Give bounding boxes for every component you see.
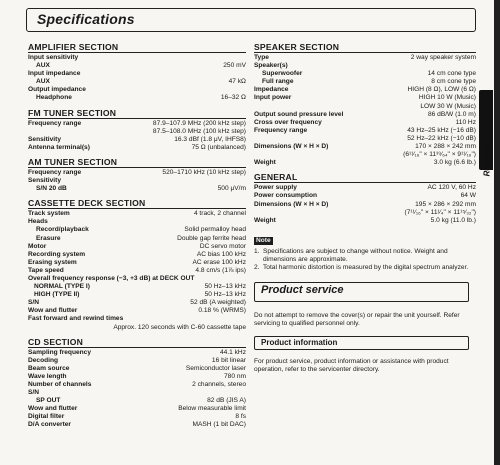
spec-value-line: HIGH (8 Ω), LOW (6 Ω) xyxy=(407,86,476,94)
spec-label: HIGH (TYPE II) xyxy=(34,291,80,299)
product-service-text: Do not attempt to remove the cover(s) or repair the unit yourself. Refer servicing to qualified personnel only. xyxy=(254,312,460,328)
spec-value: 250 mV xyxy=(223,62,246,70)
spec-value xyxy=(434,159,476,167)
spec-label: Speaker(s) xyxy=(254,62,288,70)
spec-label: Sensitivity xyxy=(28,177,61,185)
spec-row xyxy=(28,243,246,251)
spec-label: S/N xyxy=(28,389,39,397)
spec-row xyxy=(28,421,246,429)
spec-row xyxy=(28,54,246,62)
spec-label: Overall frequency response (−3, +3 dB) at DECK OUT xyxy=(28,274,195,282)
product-information-text: For product service, product information or assistance with product operation, refer to the servicenter directory. xyxy=(254,358,449,374)
spec-value: 87.5–108.0 MHz (100 kHz step) xyxy=(152,127,246,135)
spec-label: Input power xyxy=(254,94,292,102)
spec-row xyxy=(28,210,246,218)
spec-value xyxy=(407,127,476,143)
spec-row xyxy=(28,405,246,413)
spec-row xyxy=(28,218,246,226)
spec-label: Full range xyxy=(262,78,294,86)
spec-label: Motor xyxy=(28,242,47,250)
section-heading: CASSETTE DECK SECTION xyxy=(28,198,246,209)
spec-value: 780 nm xyxy=(224,372,246,380)
spec-label: Sensitivity xyxy=(28,135,61,143)
spec-value-line: HIGH 10 W (Music) xyxy=(418,94,476,102)
spec-label: Number of channels xyxy=(28,381,92,388)
spec-value xyxy=(456,119,476,127)
spec-value-line: 43 Hz–25 kHz (−16 dB) xyxy=(407,126,476,134)
spec-value-line: AC 120 V, 60 Hz xyxy=(427,184,476,192)
spec-label: Heads xyxy=(28,218,48,226)
title-box xyxy=(26,8,476,32)
spec-label: Antenna terminal(s) xyxy=(28,143,90,151)
spec-value-line: 8 cm cone type xyxy=(431,78,476,86)
section-heading: FM TUNER SECTION xyxy=(28,108,246,119)
spec-value-line: 5.0 kg (11.0 lb.) xyxy=(430,216,476,224)
spec-row xyxy=(28,291,246,299)
spec-row xyxy=(254,86,476,94)
spec-value: 16–32 Ω xyxy=(220,94,246,102)
spec-value-line: 3.0 kg (6.6 lb.) xyxy=(433,159,476,167)
speaker-section xyxy=(254,42,476,167)
spec-row xyxy=(28,283,246,291)
note-text: Total harmonic distortion is measured by the digital spectrum analyzer. xyxy=(263,263,469,271)
spec-value xyxy=(408,86,476,94)
spec-label: Tape speed xyxy=(28,266,64,274)
spec-value: 4 track, 2 channel xyxy=(193,210,246,218)
spec-value-line: 52 Hz–22 kHz (−10 dB) xyxy=(407,134,476,142)
spec-row xyxy=(28,251,246,259)
product-service-title: Product service xyxy=(261,284,344,297)
spec-value xyxy=(427,184,476,192)
general-section xyxy=(254,172,476,224)
section-heading: AM TUNER SECTION xyxy=(28,157,246,168)
spec-value: 520–1710 kHz (10 kHz step) xyxy=(162,168,246,176)
spec-label: Wow and flutter xyxy=(28,405,78,413)
spec-row xyxy=(28,128,246,136)
right-column xyxy=(254,42,476,374)
spec-value-line: (7¹¹⁄₁₆" × 11¹⁄₄" × 11¹⁵⁄₃₂") xyxy=(404,208,476,216)
page-edge xyxy=(494,0,500,465)
spec-row xyxy=(254,192,476,200)
spec-label: Digital filter xyxy=(28,413,65,421)
spec-row xyxy=(28,267,246,275)
spec-value xyxy=(431,78,476,86)
spec-value: Below measurable limit xyxy=(178,405,246,413)
spec-value: Double gap ferrite head xyxy=(177,234,246,242)
product-service-box xyxy=(254,282,476,302)
spec-value: 47 kΩ xyxy=(228,78,246,86)
spec-value xyxy=(428,70,476,78)
spec-row xyxy=(28,307,246,315)
spec-label: Erasing system xyxy=(28,258,77,266)
spec-row xyxy=(28,78,246,86)
spec-label: S/N xyxy=(28,299,39,307)
spec-value: 0.18 % (WRMS) xyxy=(198,307,246,315)
spec-row xyxy=(254,70,476,78)
spec-row xyxy=(28,315,246,323)
note-list xyxy=(254,248,476,272)
spec-value: DC servo motor xyxy=(199,242,246,250)
spec-label: AUX xyxy=(36,62,50,70)
spec-row xyxy=(28,120,246,128)
spec-value-line: 2 way speaker system xyxy=(410,54,476,61)
spec-row xyxy=(28,70,246,78)
spec-label: Superwoofer xyxy=(262,70,303,78)
spec-label: Decoding xyxy=(28,356,59,364)
spec-label: Input sensitivity xyxy=(28,54,79,61)
spec-value: 87.9–107.9 MHz (200 kHz step) xyxy=(152,119,246,127)
spec-value xyxy=(411,54,476,62)
reference-tab-label: Reference xyxy=(482,137,492,177)
spec-row xyxy=(28,349,246,357)
spec-label: NORMAL (TYPE I) xyxy=(34,283,90,291)
spec-label: Headphone xyxy=(36,94,72,102)
spec-row xyxy=(28,169,246,177)
spec-value-line: (6¹¹⁄₁₆" × 11³⁹⁄₆₄" × 9¹¹⁄₁₆") xyxy=(403,151,476,159)
spec-value: MASH (1 bit DAC) xyxy=(192,421,246,429)
spec-label: Wow and flutter xyxy=(28,307,78,315)
note-text: Specifications are subject to change without notice. Weight and dimensions are approximate. xyxy=(263,247,448,263)
spec-row xyxy=(28,235,246,243)
spec-row xyxy=(254,184,476,192)
spec-value-line: 195 × 286 × 292 mm xyxy=(415,200,476,208)
note-number: 2. xyxy=(254,263,260,271)
spec-label: D/A converter xyxy=(28,421,71,429)
spec-row xyxy=(28,62,246,70)
spec-value: 4.8 cm/s (1⅞ ips) xyxy=(195,266,246,274)
spec-label: Wave length xyxy=(28,372,67,380)
spec-row xyxy=(28,226,246,234)
spec-value: 44.1 kHz xyxy=(219,348,246,356)
spec-label: Record/playback xyxy=(36,226,89,234)
spec-label: Dimensions (W × H × D) xyxy=(254,200,329,208)
spec-row xyxy=(254,159,476,167)
spec-value-line: LOW 30 W (Music) xyxy=(420,102,476,110)
spec-value xyxy=(405,201,476,217)
spec-value: Semiconductor laser xyxy=(185,364,246,372)
spec-label: Power consumption xyxy=(254,192,318,200)
spec-label: Output sound pressure level xyxy=(254,110,344,118)
spec-row xyxy=(28,136,246,144)
note-item xyxy=(254,248,476,264)
spec-value: 500 μV/m xyxy=(217,185,246,193)
note-item xyxy=(254,264,476,272)
spec-label: Weight xyxy=(254,159,276,167)
spec-label: S/N 20 dB xyxy=(36,185,67,193)
spec-value xyxy=(419,94,476,110)
spec-value: AC bias 100 kHz xyxy=(196,250,246,258)
spec-value: 16 bit linear xyxy=(211,356,246,364)
product-information-box xyxy=(254,336,469,350)
section-heading: CD SECTION xyxy=(28,337,246,348)
spec-label: Sampling frequency xyxy=(28,348,92,356)
section-heading: AMPLIFIER SECTION xyxy=(28,42,246,53)
spec-label: Input impedance xyxy=(28,70,81,78)
spec-value-line: 170 × 288 × 242 mm xyxy=(415,143,476,151)
spec-label: Output impedance xyxy=(28,86,86,94)
product-information-title: Product information xyxy=(261,338,338,348)
spec-row xyxy=(254,119,476,127)
spec-value: 8 fs xyxy=(235,413,246,421)
spec-value: 50 Hz–13 kHz xyxy=(204,283,246,291)
spec-label: Erasure xyxy=(36,234,61,242)
spec-row xyxy=(28,397,246,405)
spec-label: Recording system xyxy=(28,250,86,258)
spec-row xyxy=(254,62,476,70)
spec-label: Fast forward and rewind times xyxy=(28,315,124,323)
section-heading: SPEAKER SECTION xyxy=(254,42,476,53)
spec-label: Frequency range xyxy=(28,119,82,127)
spec-label: AUX xyxy=(36,78,50,86)
spec-label: Frequency range xyxy=(28,168,82,176)
spec-value: AC erase 100 kHz xyxy=(192,258,246,266)
spec-value-line: 14 cm cone type xyxy=(427,70,476,78)
spec-value: 2 channels, stereo xyxy=(192,381,246,388)
spec-label: Dimensions (W × H × D) xyxy=(254,143,329,151)
spec-row xyxy=(28,86,246,94)
spec-label: Weight xyxy=(254,216,276,224)
spec-row xyxy=(254,217,476,225)
spec-row xyxy=(28,373,246,381)
spec-row xyxy=(254,94,476,110)
spec-label: Track system xyxy=(28,210,70,218)
spec-label: SP OUT xyxy=(36,397,61,405)
spec-label: Beam source xyxy=(28,364,70,372)
spec-label: Type xyxy=(254,54,269,61)
spec-row xyxy=(28,275,246,283)
spec-value: 82 dB (JIS A) xyxy=(207,397,246,405)
spec-row xyxy=(28,357,246,365)
spec-value: Solid permalloy head xyxy=(184,226,246,234)
spec-value-line: 64 W xyxy=(460,192,476,200)
spec-row xyxy=(28,185,246,193)
spec-row xyxy=(28,365,246,373)
spec-value-line: 86 dB/W (1.0 m) xyxy=(427,110,476,118)
spec-value: 50 Hz–13 kHz xyxy=(204,291,246,299)
spec-value xyxy=(431,217,476,225)
spec-value xyxy=(428,111,476,119)
spec-value-line: 110 Hz xyxy=(455,118,476,126)
spec-row xyxy=(254,111,476,119)
spec-row xyxy=(28,259,246,267)
spec-row xyxy=(254,143,476,159)
spec-row xyxy=(254,54,476,62)
spec-row xyxy=(28,389,246,397)
spec-value xyxy=(461,192,476,200)
note-block xyxy=(254,229,476,272)
spec-row xyxy=(254,78,476,86)
spec-row xyxy=(254,201,476,217)
section-heading: GENERAL xyxy=(254,172,476,183)
spec-trailer: Approx. 120 seconds with C-60 cassette tape xyxy=(113,323,246,331)
spec-row xyxy=(254,127,476,143)
spec-value: 16.3 dBf (1.8 μV, IHFS8) xyxy=(174,135,246,143)
spec-row xyxy=(28,94,246,102)
spec-row xyxy=(28,144,246,152)
spec-label: Power supply xyxy=(254,184,297,192)
left-column xyxy=(28,42,246,430)
note-number: 1. xyxy=(254,247,260,255)
spec-label: Frequency range xyxy=(254,126,308,134)
spec-value: 75 Ω (unbalanced) xyxy=(191,143,246,151)
spec-row xyxy=(28,381,246,389)
page-title: Specifications xyxy=(37,11,135,27)
spec-value: 52 dB (A weighted) xyxy=(190,299,246,307)
note-label: Note xyxy=(256,236,271,244)
spec-row xyxy=(28,299,246,307)
spec-label: Impedance xyxy=(254,86,289,94)
spec-row xyxy=(28,177,246,185)
spec-value xyxy=(403,143,476,159)
spec-row xyxy=(28,413,246,421)
spec-label: Cross over frequency xyxy=(254,118,322,126)
